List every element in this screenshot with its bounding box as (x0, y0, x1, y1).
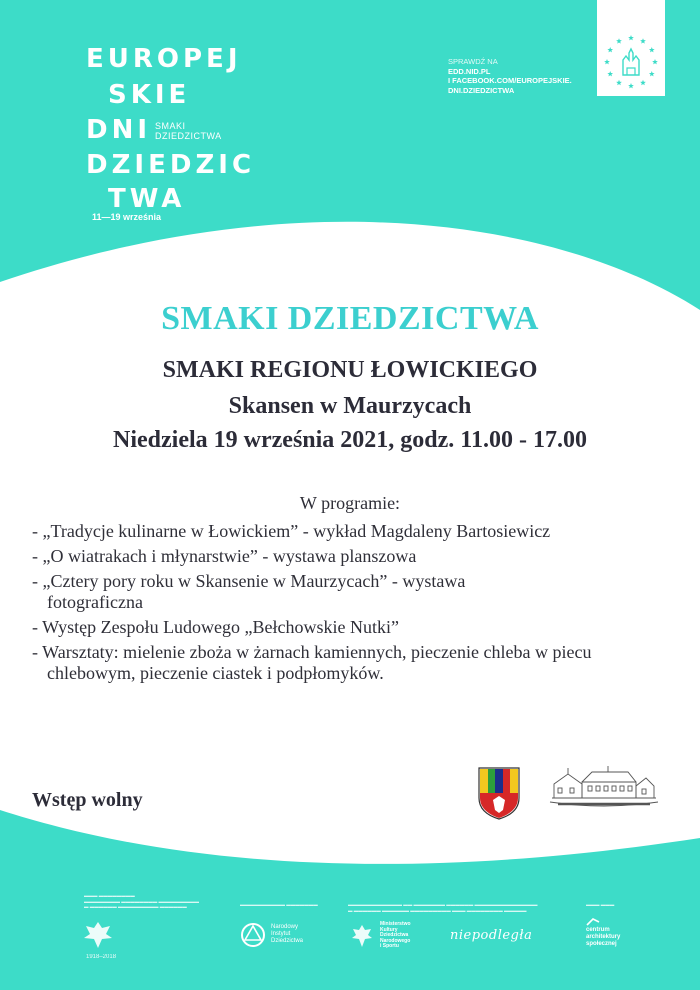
ministry-eagle-icon (350, 922, 374, 950)
ministry-label-line-3: Dziedzictwa (380, 932, 409, 939)
star-icon (649, 71, 655, 76)
star-icon (649, 47, 655, 52)
nid-label-line-3: Dziedzictwa (271, 938, 304, 944)
program-item: - Warsztaty: mielenie zboża w żarnach kamiennych, pieczenie chleba w piecu chlebowym, pieczenie ciastek i podpłomyków. (32, 642, 592, 683)
nid-logo-icon (240, 922, 266, 948)
festival-dates: 11—19 września (92, 212, 162, 222)
facebook-link[interactable]: I FACEBOOK.COM/EUROPEJSKIE. (448, 76, 572, 85)
ministry-label-line-2: Kultury (380, 926, 398, 933)
nid-label (271, 924, 303, 945)
program-item: - „Cztery pory roku w Skansenie w Maurzycach” - wystawa fotograficzna (32, 571, 466, 612)
museum-building-icon (548, 764, 660, 814)
centrum-logo-icon (586, 917, 600, 927)
star-icon (604, 59, 610, 64)
footer-patron-text: ▬▬▬ ▬▬▬▬▬▬▬▬ ▬▬▬▬▬▬▬▬ ▬▬▬▬▬▬▬▬ ▬▬▬▬▬▬▬▬▬ ▬ ▬▬▬▬▬▬ ▬▬▬▬▬▬▬▬▬ ▬▬▬▬▬▬ (84, 893, 200, 909)
ministry-label-line-4: Narodowego (380, 937, 411, 944)
footer-partner-text: ▬▬▬ ▬▬▬ (586, 902, 615, 907)
logo-line-3: DNI (86, 115, 152, 145)
logo-line-2: SKIE (108, 80, 191, 110)
logo-line-4: DZIEDZIC (86, 150, 256, 180)
star-icon (652, 59, 658, 64)
check-links (448, 57, 572, 95)
ministry-label (380, 922, 411, 950)
program-list (32, 521, 682, 688)
event-subtitle: SMAKI REGIONU ŁOWICKIEGO (162, 357, 538, 383)
program-item: - „O wiatrakach i młynarstwie” - wystawa planszowa (32, 546, 417, 566)
eu-heritage-badge (597, 0, 665, 96)
star-icon (616, 80, 622, 85)
facebook-link-cont[interactable]: DNI.DZIEDZICTWA (448, 85, 515, 95)
program-item: - „Tradycje kulinarne w Łowickiem” - wykład Magdaleny Bartosiewicz (32, 521, 551, 541)
eu-stars-castle-icon (597, 0, 665, 96)
program-heading: W programie: (299, 493, 401, 513)
centrum-label-line-1: centrum (586, 927, 610, 933)
centrum-label-line-2: architektury (586, 934, 621, 940)
star-icon (607, 47, 613, 52)
footer-funding-text: ▬▬▬▬▬▬▬▬▬▬▬▬ ▬▬ ▬▬▬▬▬▬▬ ▬▬▬▬▬▬ ▬▬▬▬▬▬▬▬▬▬▬▬▬▬ ▬ ▬▬▬▬▬▬ ▬▬▬▬▬▬ ▬▬▬▬▬▬▬▬▬ ▬▬▬ ▬▬▬▬▬▬▬▬ ▬▬▬▬▬ (348, 902, 538, 913)
logo-subtitle-line-2: DZIEDZICTWA (155, 131, 222, 141)
website-link[interactable]: EDD.NID.PL (448, 66, 491, 76)
star-icon (640, 80, 646, 85)
star-icon (640, 38, 646, 43)
event-place: Skansen w Maurzycach (228, 393, 472, 419)
logo-subtitle (155, 121, 222, 141)
ministry-label-line-1: Ministerstwo (380, 921, 411, 927)
star-icon (628, 35, 634, 40)
program-item: - Występ Zespołu Ludowego „Bełchowskie Nutki” (32, 617, 400, 637)
ministry-label-line-5: i Sportu (380, 943, 399, 950)
check-label: SPRAWDŹ NA (448, 57, 498, 66)
star-icon (628, 83, 634, 88)
free-entry: Wstęp wolny (32, 789, 143, 811)
star-icon (616, 38, 622, 43)
nid-label-line-2: Instytut (271, 931, 291, 937)
independence-years: 1918–2018 (86, 954, 117, 960)
logo-line-1: EUROPEJ (86, 44, 242, 74)
star-icon (607, 71, 613, 76)
county-crest-icon (477, 766, 521, 820)
centrum-label-line-3: społecznej (586, 941, 617, 947)
niepodlegla-logo: niepodległa (450, 928, 533, 943)
white-eagle-icon (82, 918, 114, 952)
centrum-label (586, 927, 620, 948)
event-date: Niedziela 19 września 2021, godz. 11.00 - 17.00 (113, 427, 587, 453)
logo-subtitle-line-1: SMAKI (155, 121, 186, 131)
footer-coordinator-text: ▬▬▬▬▬▬▬▬▬▬ ▬▬▬▬▬▬▬ (240, 902, 318, 907)
nid-label-line-1: Narodowy (271, 924, 299, 930)
event-title: SMAKI DZIEDZICTWA (161, 300, 539, 337)
logo-line-5: TWA (108, 184, 186, 214)
